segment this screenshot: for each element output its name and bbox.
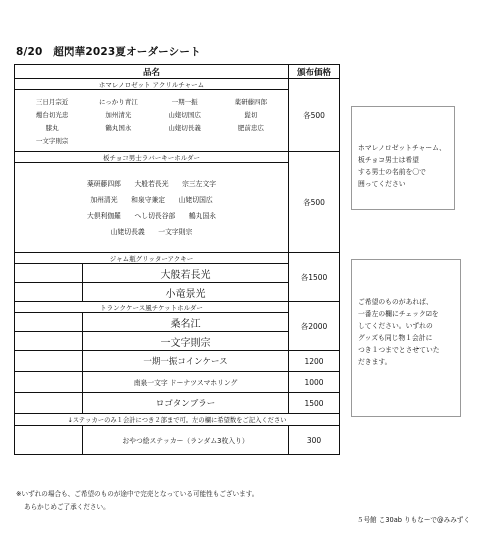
item-name: 小竜景光 — [83, 283, 289, 302]
checkbox-cell[interactable] — [15, 332, 83, 351]
booth-signature: ５号館 こ30ab りもなーで@みみずく — [356, 516, 470, 524]
checkbox-cell[interactable] — [15, 393, 83, 414]
page-title: 8/20 超閃華2023夏オーダーシート — [16, 46, 201, 58]
header-price: 頒布価格 — [289, 65, 340, 79]
acrylic-name[interactable]: 鶴丸国永 — [105, 123, 132, 132]
item-price: 300 — [289, 426, 340, 455]
acrylic-name[interactable]: 肥前忠広 — [237, 123, 264, 132]
footer-line-1: ※いずれの場合も、ご希望のものが途中で完売となっている可能性もございます。 — [16, 490, 259, 498]
footer-note — [16, 488, 258, 514]
item-price: 1500 — [289, 393, 340, 414]
price-glitter: 各1500 — [289, 253, 340, 302]
item-name: 一文字則宗 — [83, 332, 289, 351]
checkbox-cell[interactable] — [15, 351, 83, 372]
rubber-name-line[interactable]: 大倶利伽羅 へし切長谷部 鶴丸国永 — [86, 211, 217, 220]
price-ticket: 各2000 — [289, 302, 340, 351]
acrylic-name[interactable]: 薬研藤四郎 — [234, 97, 268, 106]
acrylic-name[interactable]: 一期一振 — [171, 97, 198, 106]
rubber-name-line[interactable]: 薬研藤四郎 大般若長光 宗三左文字 — [86, 179, 217, 188]
price-acrylic: 各500 — [289, 79, 340, 152]
table-row — [15, 351, 340, 372]
item-name: ロゴタンブラー — [83, 393, 289, 414]
item-name: 桑名江 — [83, 313, 289, 332]
acrylic-name[interactable]: 山姥切国広 — [168, 110, 201, 119]
checkbox-cell[interactable] — [15, 264, 83, 283]
table-row — [15, 372, 340, 393]
item-name: おやつ絵ステッカー（ランダム3枚入り） — [83, 426, 289, 455]
side-note-check-text: ご希望のものがあれば、 一番左の欄にチェック☑を してください。いずれの グッズも同じ物１会計に つき１つまでとさせていた だきます。 — [358, 298, 440, 366]
side-note-rosette-text: ホマレノロゼットチャーム、板チョコ男士は希望 する男士の名前を〇で 囲ってください — [358, 144, 446, 188]
header-item: 品名 — [15, 65, 289, 79]
order-table — [14, 64, 340, 455]
side-note-check — [351, 259, 461, 417]
checkbox-cell[interactable] — [15, 313, 83, 332]
item-name: 大般若長光 — [83, 264, 289, 283]
acrylic-name[interactable]: 髭切 — [244, 110, 258, 119]
item-price: 1000 — [289, 372, 340, 393]
rubber-name-line[interactable]: 山姥切長義 一文字則宗 — [110, 227, 193, 236]
footer-line-2: あらかじめご了承ください。 — [24, 503, 110, 511]
acrylic-name[interactable]: 加州清光 — [105, 110, 132, 119]
section-glitter-label: ジャム瓶グリッターアクキー — [15, 253, 289, 264]
sticker-note: ↓ステッカーのみ１会計につき２部まで可。左の欄に希望数をご記入ください — [15, 414, 340, 426]
table-row — [15, 426, 340, 455]
item-price: 1200 — [289, 351, 340, 372]
acrylic-name[interactable]: 燭台切光忠 — [35, 110, 69, 119]
item-name: 南泉一文字 ドーナツスマホリング — [83, 372, 289, 393]
rubber-name-area[interactable] — [15, 163, 289, 253]
item-name: 一期一振コインケース — [83, 351, 289, 372]
acrylic-name[interactable]: 三日月宗近 — [35, 97, 69, 106]
section-rubber-label: 板チョコ男士ラバーキーホルダー — [15, 152, 289, 163]
side-note-rosette — [351, 106, 455, 210]
acrylic-name[interactable]: 膝丸 — [45, 123, 59, 132]
acrylic-name-area[interactable] — [15, 90, 289, 152]
table-header — [15, 65, 340, 79]
price-rubber: 各500 — [289, 152, 340, 253]
section-ticket-label: トランクケース風チケットホルダー — [15, 302, 289, 313]
rubber-name-line[interactable]: 加州清光 和泉守兼定 山姥切国広 — [90, 195, 213, 204]
acrylic-name-grid — [19, 97, 284, 145]
table-row — [15, 393, 340, 414]
section-acrylic-label: ホマレノロゼット アクリルチャーム — [15, 79, 289, 90]
checkbox-cell[interactable] — [15, 283, 83, 302]
checkbox-cell[interactable] — [15, 372, 83, 393]
acrylic-name[interactable]: 一文字則宗 — [35, 136, 69, 145]
acrylic-name[interactable]: にっかり青江 — [98, 97, 138, 106]
quantity-cell[interactable] — [15, 426, 83, 455]
acrylic-name[interactable]: 山姥切長義 — [168, 123, 201, 132]
